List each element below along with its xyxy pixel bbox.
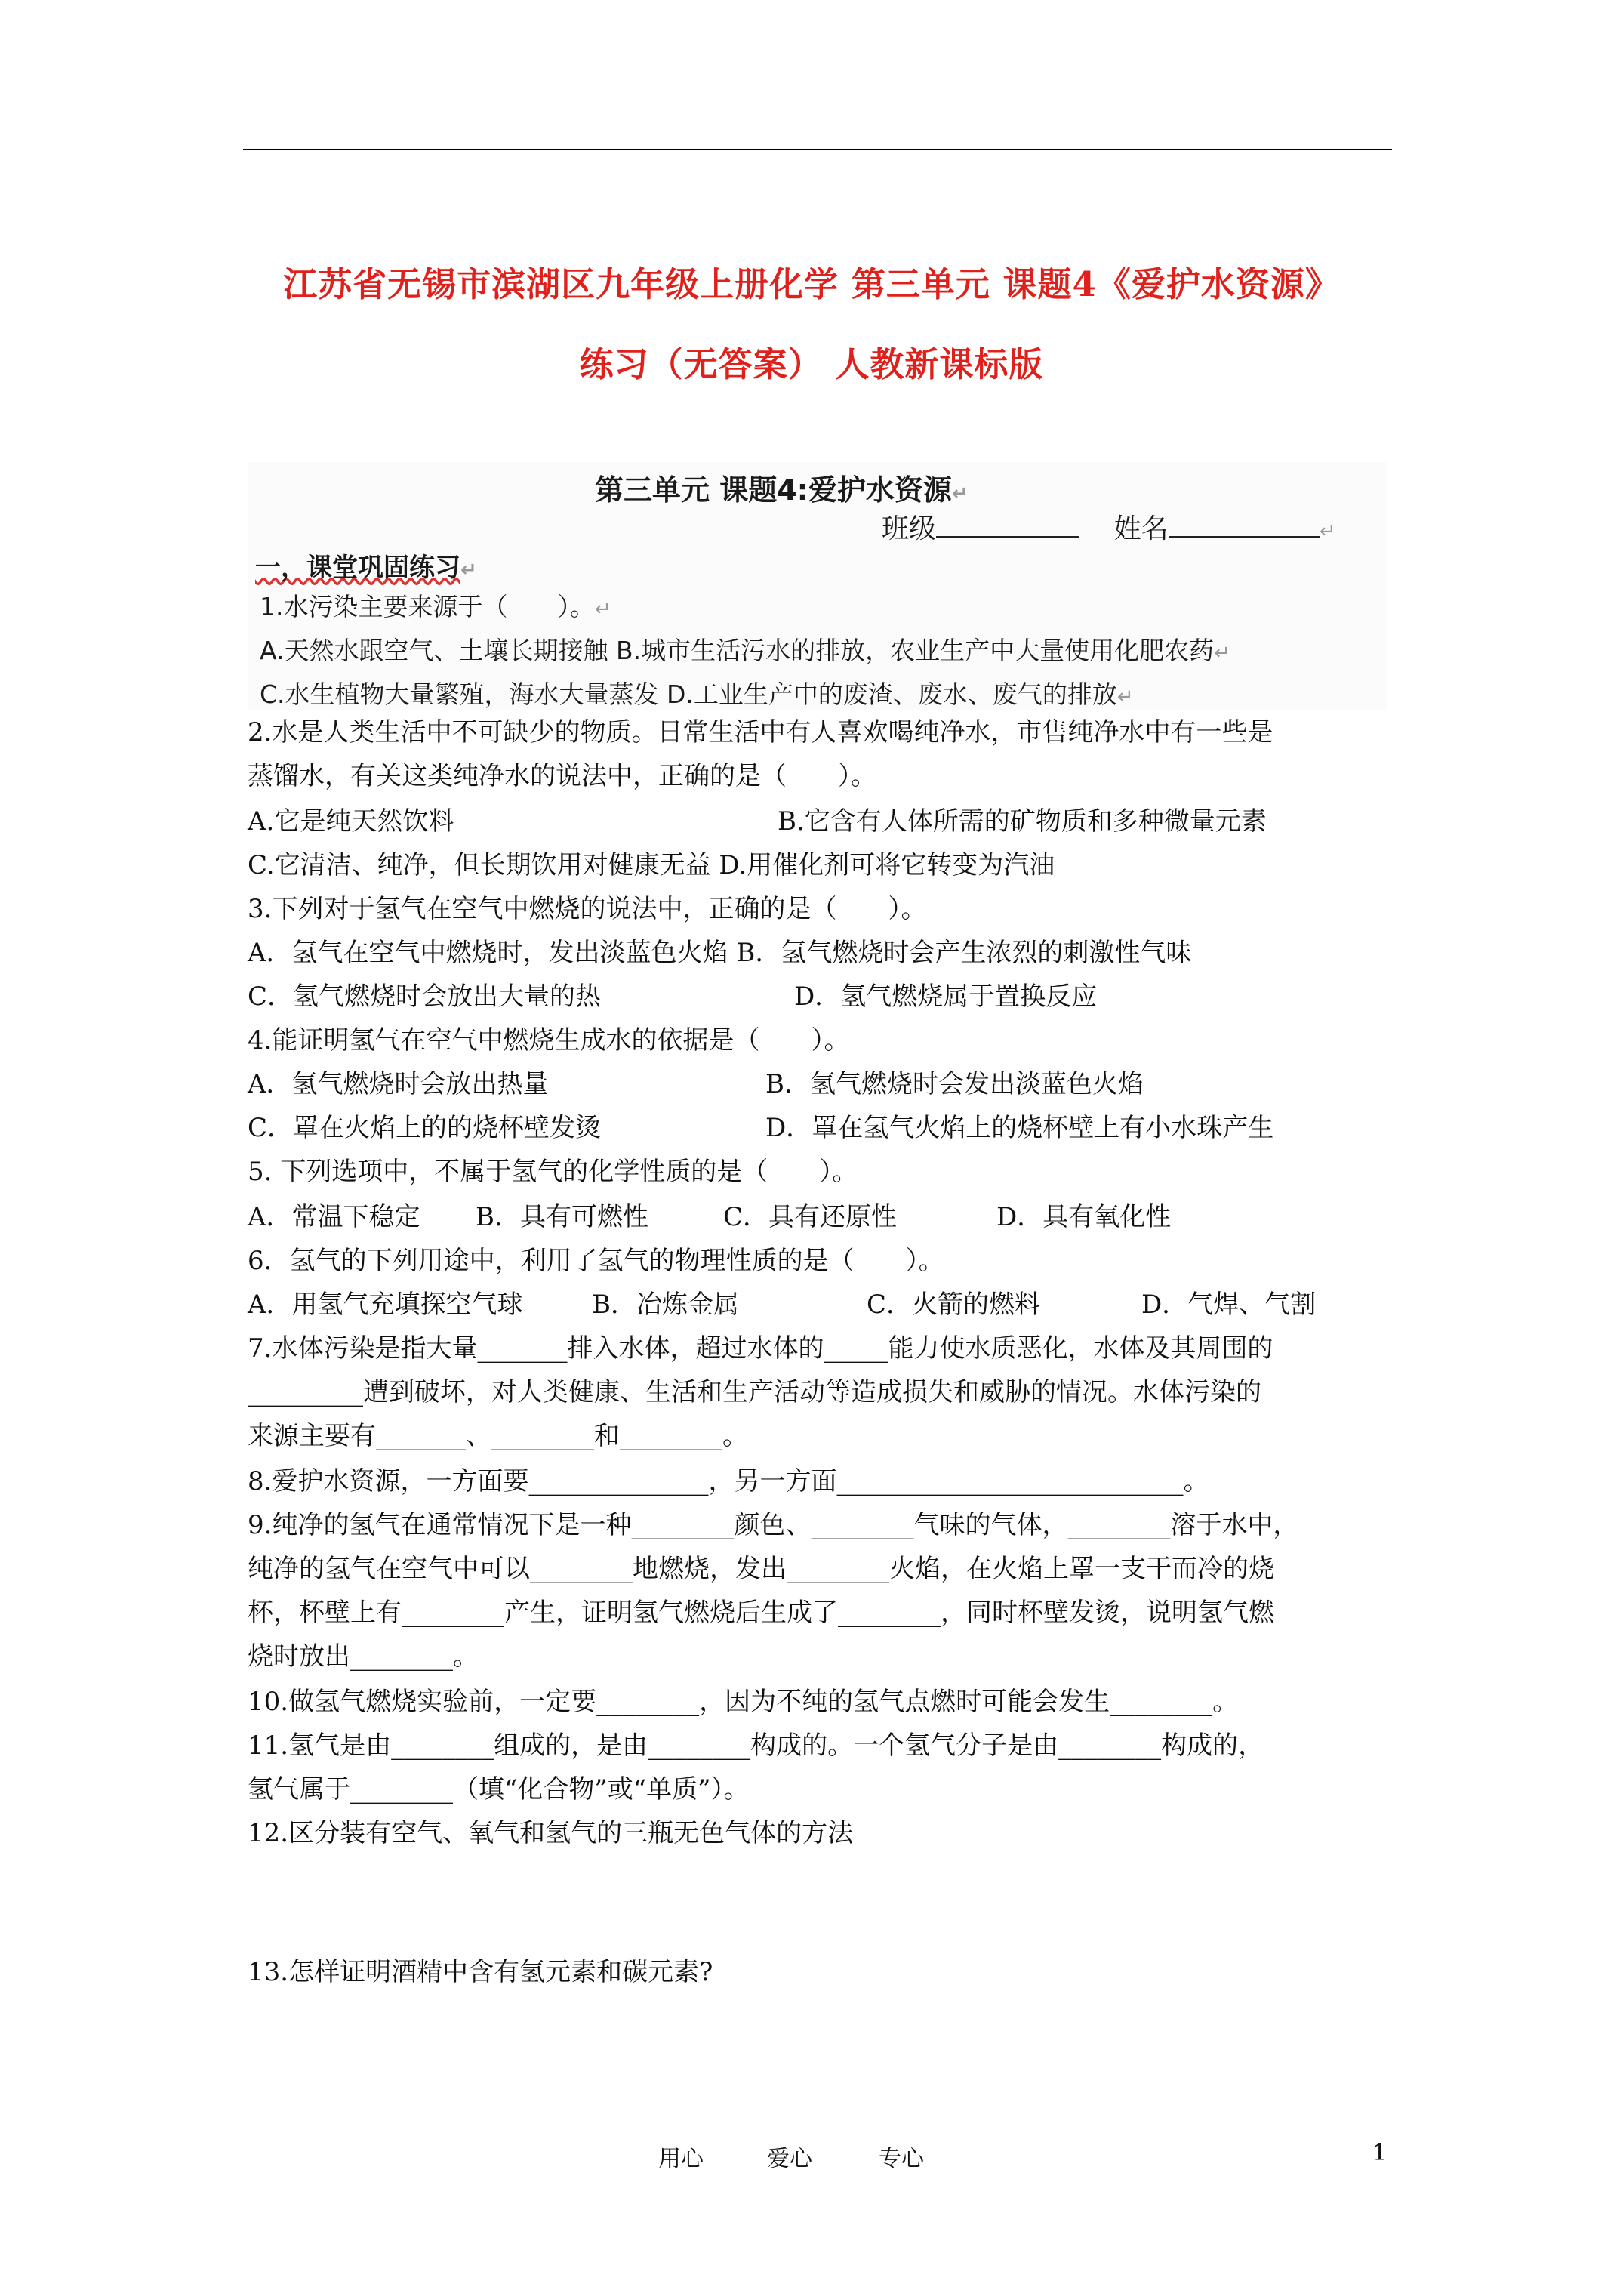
question-11-line1: 11.氢气是由________组成的，是由________构成的。一个氢气分子是由________构成的， [248,1730,1264,1761]
question-6: 6．氢气的下列用途中，利用了氢气的物理性质的是（ ）。 [248,1246,944,1276]
question-9-line4: 烧时放出________。 [248,1641,479,1672]
footer-word-2: 爱心 [767,2146,812,2172]
question-1-options-ab: A.天然水跟空气、土壤长期接触 B.城市生活污水的排放，农业生产中大量使用化肥农药↵ [260,636,1230,665]
header-rule [243,149,1392,150]
question-9-line3: 杯，杯壁上有________产生，证明氢气燃烧后生成了________，同时杯壁发烫，说明氢气燃 [248,1598,1274,1628]
question-5-option-b: B．具有可燃性 [476,1202,648,1232]
question-5-option-c: C．具有还原性 [723,1202,898,1232]
question-3-option-c: C．氢气燃烧时会放出大量的热 [248,982,602,1012]
scanned-excerpt [248,462,1387,710]
question-5-option-a: A．常温下稳定 [248,1202,420,1232]
question-2-option-b: B.它含有人体所需的矿物质和多种微量元素 [778,806,1267,837]
class-name-fields: 班级 姓名 ↵ [882,513,1336,544]
question-5-option-d: D．具有氧化性 [996,1202,1172,1232]
question-9-line2: 纯净的氢气在空气中可以________地燃烧，发出________火焰，在火焰上罩一支干而冷的烧 [248,1554,1274,1584]
question-13: 13.怎样证明酒精中含有氢元素和碳元素? [248,1957,713,1987]
question-4-option-d: D．罩在氢气火焰上的烧杯壁上有小水珠产生 [765,1113,1274,1143]
question-7-line3: 来源主要有_______、________和________。 [248,1421,748,1451]
question-7-line1: 7.水体污染是指大量_______排入水体，超过水体的_____能力使水质恶化，水体及其周围的 [248,1333,1273,1364]
question-1: 1.水污染主要来源于（ ）。↵ [260,592,611,621]
question-2-options-cd: C.它清洁、纯净，但长期饮用对健康无益 D.用催化剂可将它转变为汽油 [248,850,1055,880]
section-heading: 一，课堂巩固练习↵ [255,553,477,583]
question-2-line2: 蒸馏水，有关这类纯净水的说法中，正确的是（ ）。 [248,761,876,791]
document-title-line2: 练习（无答案） 人教新课标版 [579,344,1044,384]
question-6-option-b: B．冶炼金属 [592,1290,739,1320]
question-2-line1: 2.水是人类生活中不可缺少的物质。日常生活中有人喜欢喝纯净水，市售纯净水中有一些是 [248,717,1273,747]
name-blank [1169,513,1320,538]
question-10: 10.做氢气燃烧实验前，一定要________，因为不纯的氢气点燃时可能会发生________。 [248,1687,1239,1717]
question-5: 5. 下列选项中，不属于氢气的化学性质的是（ ）。 [248,1157,858,1187]
question-4-option-c: C．罩在火焰上的的烧杯壁发烫 [248,1113,602,1143]
footer-word-3: 专心 [879,2146,924,2172]
question-8: 8.爱护水资源，一方面要______________，另一方面___________________________。 [248,1466,1209,1496]
footer-word-1: 用心 [658,2146,704,2172]
question-4-option-b: B．氢气燃烧时会发出淡蓝色火焰 [765,1069,1144,1099]
question-4: 4.能证明氢气在空气中燃烧生成水的依据是（ ）。 [248,1025,850,1056]
question-4-option-a: A．氢气燃烧时会放出热量 [248,1069,549,1099]
question-6-option-d: D．气焊、气割 [1141,1290,1317,1320]
question-6-option-a: A．用氢气充填探空气球 [248,1290,523,1320]
question-12: 12.区分装有空气、氧气和氢气的三瓶无色气体的方法 [248,1818,854,1848]
scan-heading: 第三单元 课题4:爱护水资源↵ [595,473,969,507]
question-1-options-cd: C.水生植物大量繁殖，海水大量蒸发 D.工业生产中的废渣、废水、废气的排放↵ [260,680,1134,709]
question-9-line1: 9.纯净的氢气在通常情况下是一种________颜色、________气味的气体，________溶于水中， [248,1510,1299,1540]
question-3-option-d: D．氢气燃烧属于置换反应 [794,982,1098,1012]
question-3: 3.下列对于氢气在空气中燃烧的说法中，正确的是（ ）。 [248,894,927,924]
question-6-option-c: C．火箭的燃料 [867,1290,1041,1320]
question-3-options-ab: A．氢气在空气中燃烧时，发出淡蓝色火焰 B．氢气燃烧时会产生浓烈的刺激性气味 [248,938,1192,968]
question-2-option-a: A.它是纯天然饮料 [248,806,454,837]
question-11-line2: 氢气属于________（填“化合物”或“单质”）。 [248,1774,750,1804]
page-number: 1 [1372,2140,1387,2166]
class-blank [936,513,1079,538]
document-title-line1: 江苏省无锡市滨湖区九年级上册化学 第三单元 课题4《爱护水资源》 [283,264,1340,304]
question-7-line2: _________遭到破坏，对人类健康、生活和生产活动等造成损失和威胁的情况。水体污染的 [248,1377,1261,1407]
